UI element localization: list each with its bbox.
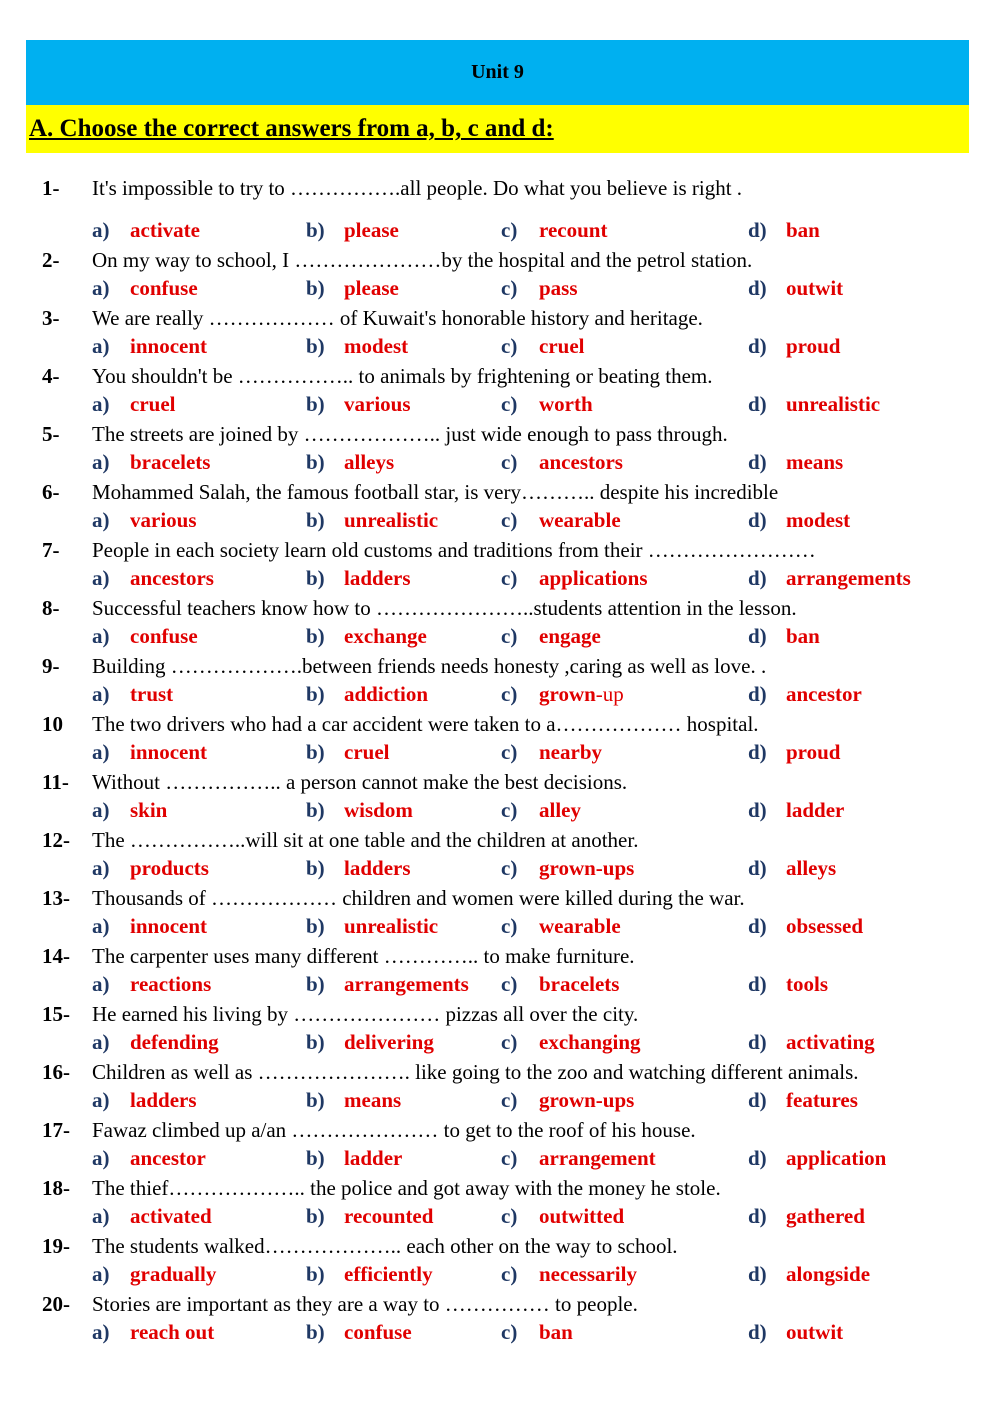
option-d: d) proud xyxy=(748,740,841,764)
question-number: 6- xyxy=(42,480,60,504)
option-a: a) innocent xyxy=(92,334,208,358)
question-item xyxy=(26,654,969,712)
option-a: a) skin xyxy=(92,798,168,822)
question-item xyxy=(26,1176,969,1234)
question-item xyxy=(26,596,969,654)
option-a: a) reactions xyxy=(92,972,212,996)
option-a: a) ladders xyxy=(92,1088,197,1112)
question-number: 9- xyxy=(42,654,60,678)
option-d: d) gathered xyxy=(748,1204,865,1228)
option-a: a) activate xyxy=(92,218,200,242)
option-b: b) confuse xyxy=(306,1320,412,1344)
question-item xyxy=(26,422,969,480)
question-text: The carpenter uses many different ………….. to make furniture. xyxy=(92,944,635,968)
option-a: a) cruel xyxy=(92,392,176,416)
option-d: d) tools xyxy=(748,972,828,996)
option-b: b) wisdom xyxy=(306,798,413,822)
question-item xyxy=(26,364,969,422)
section-title: A. Choose the correct answers from a, b, c and d: xyxy=(29,115,554,142)
option-d: d) alleys xyxy=(748,856,837,880)
question-number: 16- xyxy=(42,1060,70,1084)
unit-title: Unit 9 xyxy=(471,61,524,83)
option-c: c) arrangement xyxy=(501,1146,656,1170)
option-b: b) ladders xyxy=(306,566,411,590)
question-text: Mohammed Salah, the famous football star, is very……….. despite his incredible xyxy=(92,480,779,504)
option-b: b) ladder xyxy=(306,1146,403,1170)
option-d: d) outwit xyxy=(748,276,844,300)
option-c: c) recount xyxy=(501,218,608,242)
question-text: You shouldn't be …………….. to animals by frightening or beating them. xyxy=(92,364,713,388)
question-text: On my way to school, I …………………by the hospital and the petrol station. xyxy=(92,248,753,272)
question-item xyxy=(26,770,969,828)
question-item xyxy=(26,944,969,1002)
question-item xyxy=(26,480,969,538)
question-number: 1- xyxy=(42,176,60,200)
option-c: c) bracelets xyxy=(501,972,620,996)
question-item xyxy=(26,828,969,886)
option-b: b) ladders xyxy=(306,856,411,880)
question-item xyxy=(26,306,969,364)
option-c: c) nearby xyxy=(501,740,602,764)
unit-header xyxy=(26,40,969,105)
option-a: a) innocent xyxy=(92,914,208,938)
section-header xyxy=(26,105,969,153)
question-item xyxy=(26,176,969,248)
question-text: He earned his living by ………………… pizzas all over the city. xyxy=(92,1002,639,1026)
option-b: b) addiction xyxy=(306,682,429,706)
option-b: b) please xyxy=(306,218,399,242)
option-d: d) features xyxy=(748,1088,858,1112)
option-d: d) proud xyxy=(748,334,841,358)
option-d: d) ban xyxy=(748,218,820,242)
question-text: Building ……………….between friends needs honesty ,caring as well as love. . xyxy=(92,654,767,678)
option-c: c) applications xyxy=(501,566,648,590)
question-text: The thief……………….. the police and got away with the money he stole. xyxy=(92,1176,721,1200)
option-c: c) grown-ups xyxy=(501,1088,635,1112)
question-number: 11- xyxy=(42,770,69,794)
question-number: 2- xyxy=(42,248,60,272)
option-b: b) efficiently xyxy=(306,1262,433,1286)
option-d: d) unrealistic xyxy=(748,392,881,416)
option-c: c) cruel xyxy=(501,334,585,358)
question-text: The students walked……………….. each other on the way to school. xyxy=(92,1234,678,1258)
question-text: Fawaz climbed up a/an ………………… to get to the roof of his house. xyxy=(92,1118,696,1142)
question-text: The two drivers who had a car accident were taken to a……………… hospital. xyxy=(92,712,759,736)
option-d: d) outwit xyxy=(748,1320,844,1344)
question-list xyxy=(26,176,969,1350)
option-a: a) bracelets xyxy=(92,450,211,474)
option-b: b) exchange xyxy=(306,624,427,648)
option-d: d) alongside xyxy=(748,1262,871,1286)
option-d: d) ancestor xyxy=(748,682,862,706)
option-a: a) innocent xyxy=(92,740,208,764)
option-b: b) cruel xyxy=(306,740,390,764)
question-number: 15- xyxy=(42,1002,70,1026)
question-number: 17- xyxy=(42,1118,70,1142)
option-c: c) exchanging xyxy=(501,1030,641,1054)
option-a: a) ancestors xyxy=(92,566,214,590)
option-b: b) alleys xyxy=(306,450,395,474)
option-a: a) defending xyxy=(92,1030,219,1054)
option-b: b) please xyxy=(306,276,399,300)
question-number: 3- xyxy=(42,306,60,330)
question-number: 12- xyxy=(42,828,70,852)
question-item xyxy=(26,248,969,306)
option-b: b) unrealistic xyxy=(306,508,439,532)
option-c: c) alley xyxy=(501,798,581,822)
option-d: d) ban xyxy=(748,624,820,648)
question-text: People in each society learn old customs and traditions from their …………………… xyxy=(92,538,816,562)
question-number: 8- xyxy=(42,596,60,620)
option-c: c) engage xyxy=(501,624,601,648)
option-a: a) confuse xyxy=(92,624,198,648)
question-number: 13- xyxy=(42,886,70,910)
option-d: d) activating xyxy=(748,1030,875,1054)
option-b: b) recounted xyxy=(306,1204,434,1228)
question-number: 19- xyxy=(42,1234,70,1258)
option-d: d) obsessed xyxy=(748,914,864,938)
option-b: b) arrangements xyxy=(306,972,469,996)
question-number: 10 xyxy=(42,712,63,736)
option-b: b) modest xyxy=(306,334,409,358)
option-b: b) delivering xyxy=(306,1030,434,1054)
option-c: c) wearable xyxy=(501,914,621,938)
question-item xyxy=(26,1060,969,1118)
option-a: a) various xyxy=(92,508,197,532)
question-item xyxy=(26,1118,969,1176)
option-c: c) worth xyxy=(501,392,593,416)
question-item xyxy=(26,712,969,770)
option-a: a) reach out xyxy=(92,1320,215,1344)
option-c: c) grown-ups xyxy=(501,856,635,880)
question-item xyxy=(26,1234,969,1292)
question-item xyxy=(26,1002,969,1060)
question-item xyxy=(26,1292,969,1350)
question-text: Successful teachers know how to …………………..students attention in the lesson. xyxy=(92,596,797,620)
option-c: c) ancestors xyxy=(501,450,623,474)
option-a: a) ancestor xyxy=(92,1146,206,1170)
option-c: c) necessarily xyxy=(501,1262,637,1286)
question-text: Stories are important as they are a way to …………… to people. xyxy=(92,1292,638,1316)
option-b: b) means xyxy=(306,1088,402,1112)
question-number: 18- xyxy=(42,1176,70,1200)
question-text: We are really ……………… of Kuwait's honorable history and heritage. xyxy=(92,306,703,330)
option-a: a) activated xyxy=(92,1204,212,1228)
option-d: d) ladder xyxy=(748,798,845,822)
question-text: The streets are joined by ……………….. just wide enough to pass through. xyxy=(92,422,728,446)
option-c: c) ban xyxy=(501,1320,573,1344)
option-a: a) products xyxy=(92,856,209,880)
question-number: 5- xyxy=(42,422,60,446)
option-d: d) arrangements xyxy=(748,566,911,590)
option-d: d) means xyxy=(748,450,844,474)
option-a: a) confuse xyxy=(92,276,198,300)
option-b: b) various xyxy=(306,392,411,416)
option-c: c) pass xyxy=(501,276,578,300)
option-c: c) outwitted xyxy=(501,1204,625,1228)
question-text: It's impossible to try to …………….all people. Do what you believe is right . xyxy=(92,176,743,200)
question-number: 4- xyxy=(42,364,60,388)
question-text: Children as well as …………………. like going to the zoo and watching different animals. xyxy=(92,1060,859,1084)
option-a: a) trust xyxy=(92,682,174,706)
question-text: Thousands of ……………… children and women were killed during the war. xyxy=(92,886,745,910)
option-a: a) gradually xyxy=(92,1262,217,1286)
option-c: c) grown-up xyxy=(501,682,624,706)
question-number: 20- xyxy=(42,1292,70,1316)
option-c: c) wearable xyxy=(501,508,621,532)
question-number: 14- xyxy=(42,944,70,968)
question-number: 7- xyxy=(42,538,60,562)
option-d: d) application xyxy=(748,1146,887,1170)
question-text: Without …………….. a person cannot make the best decisions. xyxy=(92,770,628,794)
question-text: The ……………..will sit at one table and the children at another. xyxy=(92,828,639,852)
worksheet-page xyxy=(26,40,969,1344)
question-item xyxy=(26,538,969,596)
option-d: d) modest xyxy=(748,508,851,532)
option-b: b) unrealistic xyxy=(306,914,439,938)
question-item xyxy=(26,886,969,944)
